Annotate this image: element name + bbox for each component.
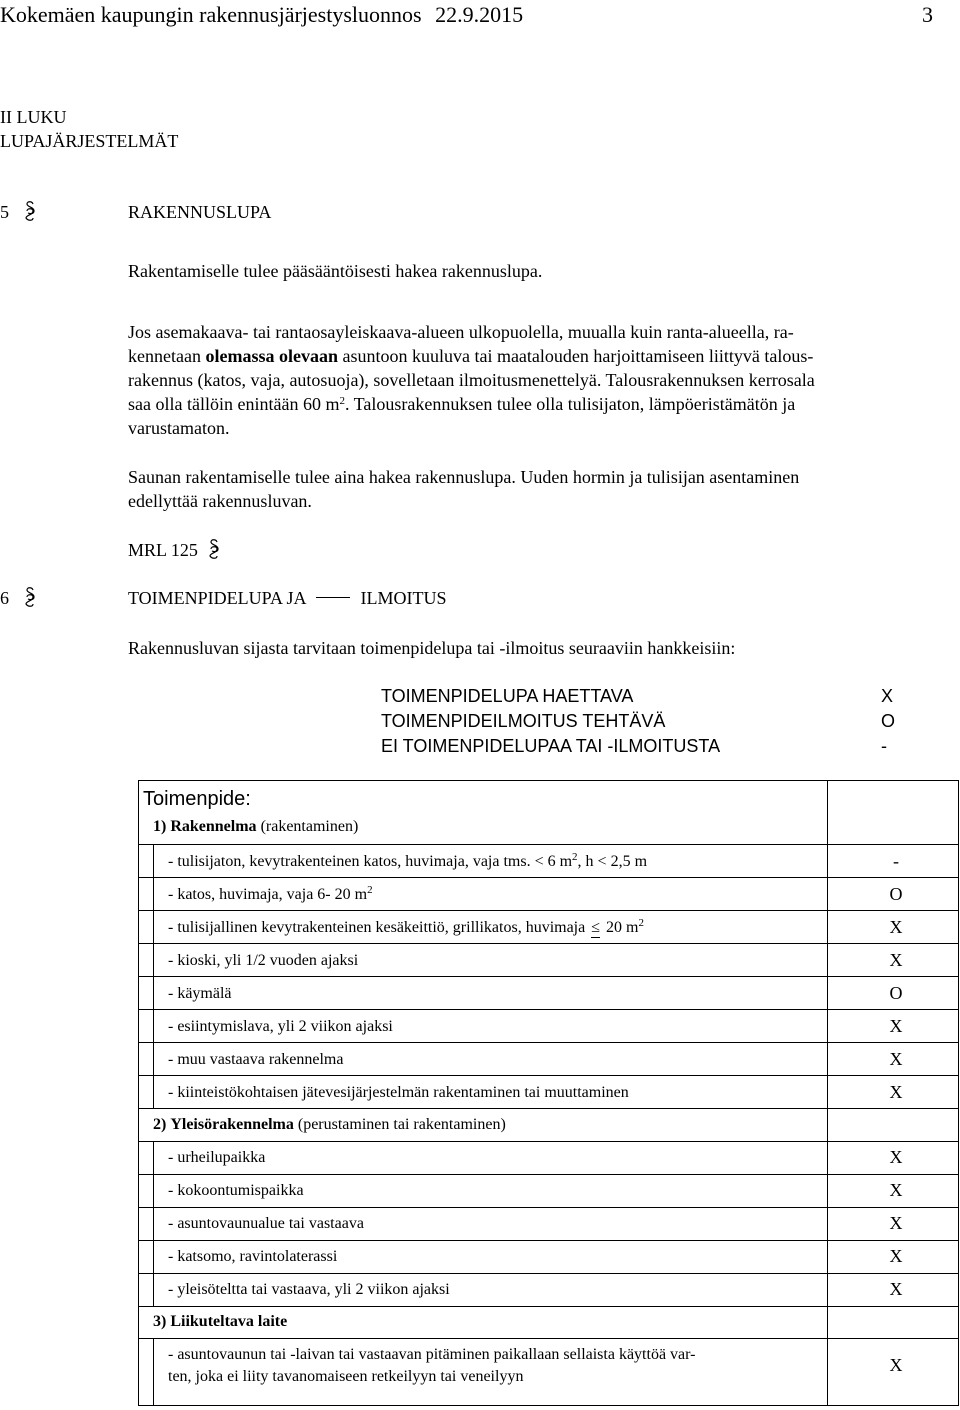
paragraph-3-line: edellyttää rakennusluvan. bbox=[128, 491, 312, 511]
column-divider bbox=[153, 844, 154, 1109]
table-row-code: X bbox=[889, 1082, 903, 1102]
table-row-code: X bbox=[889, 1049, 903, 1069]
table-row-description: - tulisijallinen kevytrakenteinen kesäkeittiö, grillikatos, huvimaja ≤ 20 $m^2$ bbox=[168, 917, 644, 939]
emphasis-olemassa-olevaan: olemassa olevaan bbox=[205, 346, 338, 366]
column-divider bbox=[827, 781, 828, 1405]
table-row-description: - käymälä bbox=[168, 985, 232, 1002]
row-divider bbox=[139, 1306, 958, 1307]
table-row-code: O bbox=[889, 983, 903, 1003]
table-heading: Toimenpide: bbox=[143, 788, 251, 810]
section-sign-icon bbox=[24, 587, 36, 607]
legend-label-dash: EI TOIMENPIDELUPAA TAI -ILMOITUSTA bbox=[381, 736, 721, 756]
table-row-code: X bbox=[889, 1180, 903, 1200]
column-divider bbox=[153, 1338, 154, 1405]
table-row-code: X bbox=[889, 917, 903, 937]
paragraph-3 bbox=[128, 465, 950, 513]
row-divider bbox=[139, 1273, 958, 1274]
paragraph-2-line: saa olla tällöin enintään 60 $m^2$. Talousrakennuksen tulee olla tulisijaton, lämpöeristämätön ja bbox=[128, 394, 796, 414]
title-dash bbox=[316, 597, 350, 598]
row-divider bbox=[139, 1240, 958, 1241]
table-row-code: X bbox=[889, 1016, 903, 1036]
legend-label-x: TOIMENPIDELUPA HAETTAVA bbox=[381, 686, 634, 706]
row-divider bbox=[139, 1141, 958, 1142]
table-row-description: - kioski, yli 1/2 vuoden ajaksi bbox=[168, 952, 359, 969]
table-row-code: O bbox=[889, 884, 903, 904]
table-row-description: - urheilupaikka bbox=[168, 1149, 266, 1166]
row-divider bbox=[139, 1042, 958, 1043]
paragraph-2-line: rakennus (katos, vaja, autosuoja), sovelletaan ilmoitusmenettelyä. Talousrakennuksen kerrosala bbox=[128, 370, 815, 390]
row-divider bbox=[139, 1174, 958, 1175]
section-5-number bbox=[0, 201, 36, 223]
table-row-description: - kiinteistökohtaisen jätevesijärjestelmän rakentaminen tai muuttaminen bbox=[168, 1084, 629, 1101]
group-heading-1: 1) Rakennelma (rakentaminen) bbox=[153, 818, 359, 835]
table-row-description: - tulisijaton, kevytrakenteinen katos, huvimaja, vaja tms. < 6 $m^2$, h < 2,5 m bbox=[168, 851, 648, 870]
header-date: 22.9.2015 bbox=[435, 2, 524, 27]
row-divider bbox=[139, 1009, 958, 1010]
header-title: Kokemäen kaupungin rakennusjärjestysluonnos bbox=[0, 2, 422, 27]
paragraph-2-line: kennetaan olemassa olevaan asuntoon kuuluva tai maatalouden harjoittamiseen liittyvä talous- bbox=[128, 346, 814, 366]
table-row-code: X bbox=[889, 1246, 903, 1266]
section-5-title: RAKENNUSLUPA bbox=[128, 202, 272, 222]
column-divider bbox=[153, 1141, 154, 1307]
legend-label-o: TOIMENPIDEILMOITUS TEHTÄVÄ bbox=[381, 711, 666, 731]
legend-code-dash: - bbox=[881, 736, 887, 756]
table-row-code: X bbox=[889, 1213, 903, 1233]
page-header bbox=[0, 2, 523, 28]
section-6-intro: Rakennusluvan sijasta tarvitaan toimenpidelupa tai -ilmoitus seuraaviin hankkeisiin: bbox=[128, 638, 736, 658]
legend-code-o: O bbox=[881, 711, 896, 731]
table-row-description: - yleisöteltta tai vastaava, yli 2 viikon ajaksi bbox=[168, 1281, 450, 1298]
row-divider bbox=[139, 910, 958, 911]
paragraph-2 bbox=[128, 320, 950, 440]
measures-table bbox=[138, 780, 959, 1406]
section-number: 5 bbox=[0, 202, 9, 222]
row-divider bbox=[139, 1108, 958, 1109]
row-divider bbox=[139, 877, 958, 878]
paragraph-3-line: Saunan rakentamiselle tulee aina hakea rakennuslupa. Uuden hormin ja tulisijan asentaminen bbox=[128, 467, 800, 487]
page-number: 3 bbox=[922, 2, 933, 27]
section-sign-icon bbox=[208, 539, 220, 559]
table-row-description: - asuntovaunun tai -laivan tai vastaavan pitäminen paikallaan sellaista käyttöä var- ten, joka ei liity tavanomaiseen retkeilyyn tai veneilyyn bbox=[168, 1346, 696, 1385]
section-6-number bbox=[0, 587, 36, 609]
table-row-code: X bbox=[889, 1279, 903, 1299]
row-divider bbox=[139, 1338, 958, 1339]
law-reference: MRL 125 bbox=[128, 539, 220, 561]
table-row-code: - bbox=[893, 851, 899, 871]
group-heading-2: 2) Yleisörakennelma (perustaminen tai rakentaminen) bbox=[153, 1116, 506, 1133]
table-row-description: - esiintymislava, yli 2 viikon ajaksi bbox=[168, 1018, 393, 1035]
section-6-title: TOIMENPIDELUPA JA ILMOITUS bbox=[128, 588, 447, 608]
chapter-title: LUPAJÄRJESTELMÄT bbox=[0, 131, 179, 151]
row-divider bbox=[139, 1075, 958, 1076]
group-heading-3: 3) Liikuteltava laite bbox=[153, 1313, 288, 1330]
table-row-description: - katos, huvimaja, vaja 6- 20 $m^2$ bbox=[168, 884, 373, 903]
row-divider bbox=[139, 976, 958, 977]
section-number: 6 bbox=[0, 588, 9, 608]
legend-code-x: X bbox=[881, 686, 894, 706]
paragraph-1: Rakentamiselle tulee pääsääntöisesti hakea rakennuslupa. bbox=[128, 261, 543, 281]
table-row-description: - kokoontumispaikka bbox=[168, 1182, 304, 1199]
row-divider bbox=[139, 1207, 958, 1208]
table-row-description: - asuntovaunualue tai vastaava bbox=[168, 1215, 364, 1232]
paragraph-2-line: Jos asemakaava- tai rantaosayleiskaava-alueen ulkopuolella, muualla kuin ranta-alueella, ra- bbox=[128, 322, 794, 342]
row-divider bbox=[139, 943, 958, 944]
table-row-code: X bbox=[889, 1147, 903, 1167]
table-row-description: - katsomo, ravintolaterassi bbox=[168, 1248, 338, 1265]
paragraph-2-line: varustamaton. bbox=[128, 418, 230, 438]
table-row-code: X bbox=[889, 1355, 903, 1375]
section-sign-icon bbox=[24, 201, 36, 221]
row-divider bbox=[139, 844, 958, 845]
table-row-description: - muu vastaava rakennelma bbox=[168, 1051, 344, 1068]
chapter-number: II LUKU bbox=[0, 107, 67, 127]
table-row-code: X bbox=[889, 950, 903, 970]
